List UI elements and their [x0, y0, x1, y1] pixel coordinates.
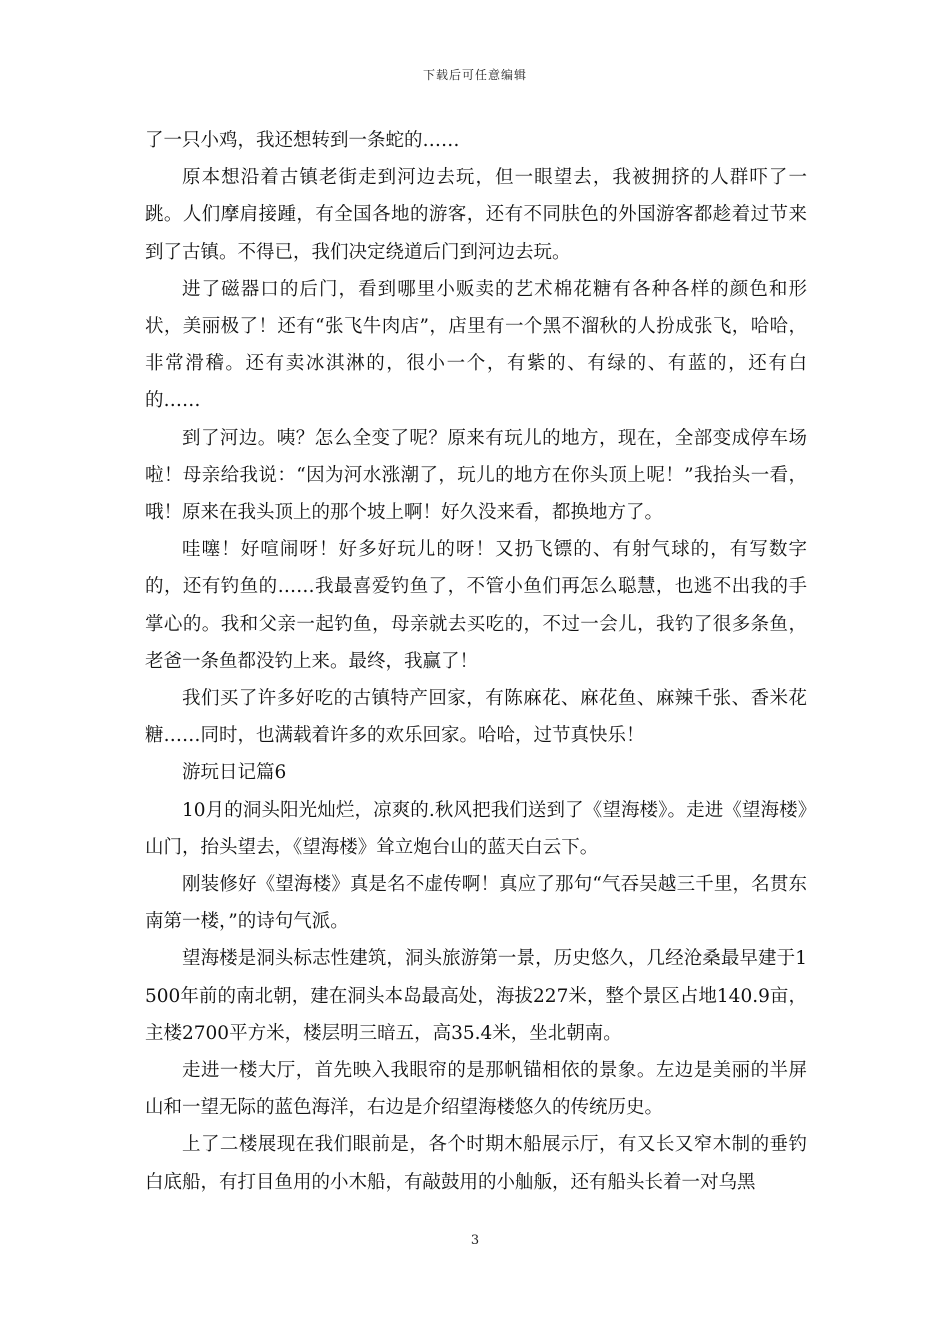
- paragraph: 到了河边。咦？怎么全变了呢？原来有玩儿的地方，现在，全部变成停车场啦！母亲给我说：“因为河水涨潮了，玩儿的地方在你头顶上呢！”我抬头一看，哦！原来在我头顶上的那个坡上啊！好久没来看，都换地方了。: [145, 427, 807, 524]
- document-body: [145, 122, 807, 1201]
- paragraph: 我们买了许多好吃的古镇特产回家，有陈麻花、麻花鱼、麻辣千张、香米花糖……同时，也满载着许多的欢乐回家。哈哈，过节真快乐！: [145, 688, 807, 747]
- paragraph: 望海楼是洞头标志性建筑，洞头旅游第一景，历史悠久，几经沧桑最早建于1500年前的南北朝，建在洞头本岛最高处，海拔227米，整个景区占地140.9亩，主楼2700平方米，楼层明三暗五，高35.4米，坐北朝南。: [145, 948, 807, 1044]
- paragraph: 进了磁器口的后门，看到哪里小贩卖的艺术棉花糖有各种各样的颜色和形状，美丽极了！还有“张飞牛肉店”，店里有一个黑不溜秋的人扮成张飞，哈哈，非常滑稽。还有卖冰淇淋的，很小一个，有紫的、有绿的、有蓝的，还有白的……: [145, 278, 807, 412]
- paragraph: 原本想沿着古镇老街走到河边去玩，但一眼望去，我被拥挤的人群吓了一跳。人们摩肩接踵，有全国各地的游客，还有不同肤色的外国游客都趁着过节来到了古镇。不得已，我们决定绕道后门到河边去玩。: [145, 167, 807, 263]
- paragraph: 10月的洞头阳光灿烂，凉爽的.秋风把我们送到了《望海楼》。走进《望海楼》山门，抬头望去，《望海楼》耸立炮台山的蓝天白云下。: [145, 799, 807, 858]
- paragraph: 刚装修好《望海楼》真是名不虚传啊！真应了那句“气吞吴越三千里，名贯东南第一楼，”的诗句气派。: [145, 874, 807, 933]
- page-number: 3: [470, 1233, 480, 1248]
- paragraph: 哇噻！好喧闹呀！好多好玩儿的呀！又扔飞镖的、有射气球的，有写数字的，还有钓鱼的……我最喜爱钓鱼了，不管小鱼们再怎么聪慧，也逃不出我的手掌心的。我和父亲一起钓鱼，母亲就去买吃的，不过一会儿，我钓了很多条鱼，老爸一条鱼都没钓上来。最终，我赢了！: [145, 539, 807, 672]
- page-header: 下载后可任意编辑: [422, 68, 527, 82]
- paragraph: 上了二楼展现在我们眼前是，各个时期木船展示厅，有又长又窄木制的垂钓白底船，有打目鱼用的小木船，有敲鼓用的小舢舨，还有船头长着一对乌黑: [145, 1134, 807, 1193]
- section-heading: 游玩日记篇6: [182, 762, 287, 784]
- paragraph: 了一只小鸡，我还想转到一条蛇的……: [145, 130, 460, 151]
- paragraph: 走进一楼大厅，首先映入我眼帘的是那帆锚相依的景象。左边是美丽的半屏山和一望无际的蓝色海洋，右边是介绍望海楼悠久的传统历史。: [145, 1060, 807, 1119]
